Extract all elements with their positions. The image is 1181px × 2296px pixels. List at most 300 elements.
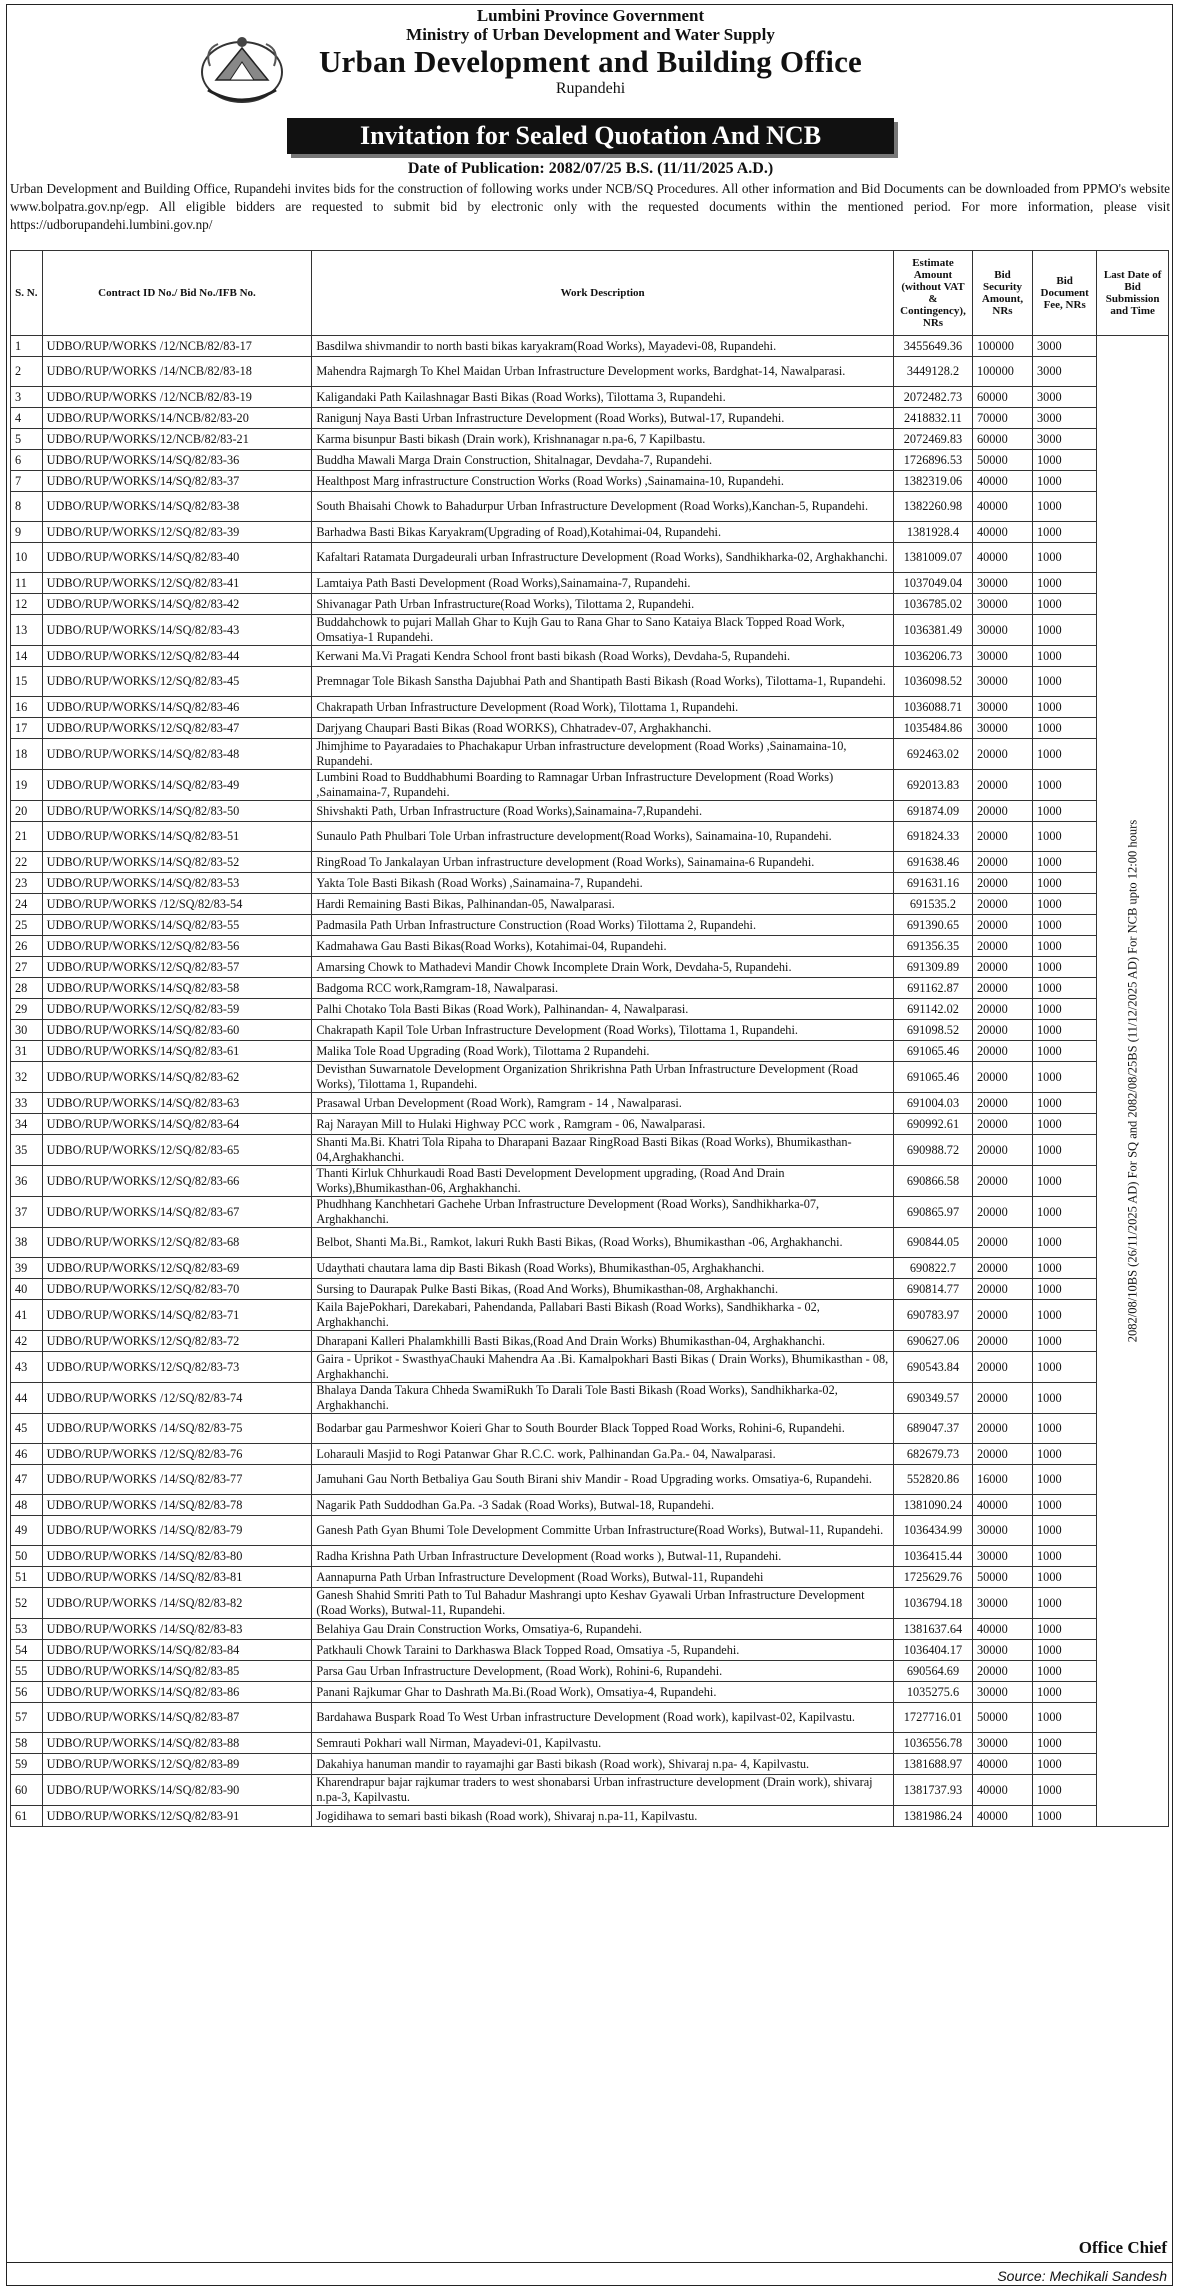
- row-work-description: Prasawal Urban Development (Road Work), Ramgram - 14 , Nawalparasi.: [312, 1093, 894, 1114]
- row-contract-id: UDBO/RUP/WORKS/14/SQ/82/83-64: [42, 1114, 312, 1135]
- row-sn: 47: [11, 1465, 43, 1495]
- table-row: [11, 357, 1169, 387]
- row-bid-security: 30000: [972, 1640, 1032, 1661]
- row-sn: 59: [11, 1754, 43, 1775]
- row-sn: 16: [11, 697, 43, 718]
- row-bid-security: 20000: [972, 957, 1032, 978]
- row-sn: 32: [11, 1062, 43, 1093]
- row-bid-security: 100000: [972, 357, 1032, 387]
- row-estimate: 1036088.71: [893, 697, 972, 718]
- row-work-description: Healthpost Marg infrastructure Construction Works (Road Works) ,Sainamaina-10, Rupandehi.: [312, 471, 894, 492]
- row-contract-id: UDBO/RUP/WORKS/14/SQ/82/83-58: [42, 978, 312, 999]
- row-bid-security: 20000: [972, 1279, 1032, 1300]
- row-work-description: Buddahchowk to pujari Mallah Ghar to Kujh Gau to Rana Ghar to Sano Kataiya Black Topped Road Work, Omsatiya-1 Rupandehi.: [312, 615, 894, 646]
- table-row: [11, 936, 1169, 957]
- row-document-fee: 1000: [1033, 894, 1097, 915]
- row-estimate: 2418832.11: [893, 408, 972, 429]
- row-work-description: Thanti Kirluk Chhurkaudi Road Basti Development Development upgrading, (Road And Drain Works),Bhumikasthan-06, Arghakhanchi.: [312, 1166, 894, 1197]
- table-row: [11, 667, 1169, 697]
- row-document-fee: 1000: [1033, 1546, 1097, 1567]
- row-estimate: 1381637.64: [893, 1619, 972, 1640]
- row-work-description: Sursing to Daurapak Pulke Basti Bikas, (Road And Works), Bhumikasthan-08, Arghakhanchi.: [312, 1279, 894, 1300]
- row-bid-security: 60000: [972, 387, 1032, 408]
- table-row: [11, 573, 1169, 594]
- row-sn: 44: [11, 1383, 43, 1414]
- table-row: [11, 615, 1169, 646]
- row-work-description: Badgoma RCC work,Ramgram-18, Nawalparasi.: [312, 978, 894, 999]
- row-bid-security: 20000: [972, 1114, 1032, 1135]
- row-document-fee: 1000: [1033, 873, 1097, 894]
- row-bid-security: 20000: [972, 1062, 1032, 1093]
- row-bid-security: 60000: [972, 429, 1032, 450]
- row-document-fee: 1000: [1033, 915, 1097, 936]
- row-estimate: 690543.84: [893, 1352, 972, 1383]
- row-bid-security: 30000: [972, 1516, 1032, 1546]
- row-work-description: Jhimjhime to Payaradaies to Phachakapur Urban infrastructure development (Road Works) ,Sainamaina-10, Rupandehi.: [312, 739, 894, 770]
- row-document-fee: 1000: [1033, 1775, 1097, 1806]
- row-document-fee: 1000: [1033, 1465, 1097, 1495]
- row-sn: 57: [11, 1703, 43, 1733]
- row-contract-id: UDBO/RUP/WORKS/14/SQ/82/83-43: [42, 615, 312, 646]
- table-header-row: [11, 251, 1169, 336]
- row-work-description: Ranigunj Naya Basti Urban Infrastructure Development (Road Works), Butwal-17, Rupandehi.: [312, 408, 894, 429]
- row-work-description: Dakahiya hanuman mandir to rayamajhi gar Basti bikash (Road work), Shivaraj n.pa- 4, Kapilvastu.: [312, 1754, 894, 1775]
- row-bid-security: 100000: [972, 336, 1032, 357]
- row-bid-security: 30000: [972, 573, 1032, 594]
- signatory: Office Chief: [1078, 2238, 1167, 2257]
- row-bid-security: 20000: [972, 1300, 1032, 1331]
- row-work-description: Buddha Mawali Marga Drain Construction, Shitalnagar, Devdaha-7, Rupandehi.: [312, 450, 894, 471]
- header-estimate: Estimate Amount (without VAT & Contingency), NRs: [893, 251, 972, 336]
- row-document-fee: 1000: [1033, 450, 1097, 471]
- row-work-description: Shivshakti Path, Urban Infrastructure (Road Works),Sainamaina-7,Rupandehi.: [312, 801, 894, 822]
- row-bid-security: 30000: [972, 1546, 1032, 1567]
- row-contract-id: UDBO/RUP/WORKS/14/SQ/82/83-48: [42, 739, 312, 770]
- row-document-fee: 1000: [1033, 522, 1097, 543]
- row-document-fee: 1000: [1033, 1682, 1097, 1703]
- row-estimate: 1727716.01: [893, 1703, 972, 1733]
- footer-divider: [6, 2262, 1173, 2263]
- header-sn: S. N.: [11, 251, 43, 336]
- row-document-fee: 1000: [1033, 1228, 1097, 1258]
- row-estimate: 691142.02: [893, 999, 972, 1020]
- row-estimate: 3455649.36: [893, 336, 972, 357]
- row-contract-id: UDBO/RUP/WORKS/14/SQ/82/83-50: [42, 801, 312, 822]
- last-date-text: 2082/08/10BS (26/11/2025 AD) For SQ and 2082/08/25BS (11/12/2025 AD) For NCB upto 12:00 hours: [1125, 819, 1140, 1343]
- row-document-fee: 1000: [1033, 1806, 1097, 1827]
- row-estimate: 1381009.07: [893, 543, 972, 573]
- row-sn: 61: [11, 1806, 43, 1827]
- row-estimate: 1036404.17: [893, 1640, 972, 1661]
- row-work-description: Lumbini Road to Buddhabhumi Boarding to Ramnagar Urban Infrastructure Development (Road Works) ,Sainamaina-7, Rupandehi.: [312, 770, 894, 801]
- row-document-fee: 1000: [1033, 1444, 1097, 1465]
- row-bid-security: 20000: [972, 1383, 1032, 1414]
- row-work-description: Premnagar Tole Bikash Sanstha Dajubhai Path and Shantipath Basti Bikash (Road Works), Tilottama-1, Rupandehi.: [312, 667, 894, 697]
- row-contract-id: UDBO/RUP/WORKS/14/SQ/82/83-42: [42, 594, 312, 615]
- row-document-fee: 1000: [1033, 1352, 1097, 1383]
- table-row: [11, 957, 1169, 978]
- row-contract-id: UDBO/RUP/WORKS /14/SQ/82/83-80: [42, 1546, 312, 1567]
- row-estimate: 690564.69: [893, 1661, 972, 1682]
- row-bid-security: 20000: [972, 1331, 1032, 1352]
- bid-table-wrapper: [10, 250, 1169, 1827]
- row-estimate: 690822.7: [893, 1258, 972, 1279]
- row-work-description: Karma bisunpur Basti bikash (Drain work), Krishnanagar n.pa-6, 7 Kapilbastu.: [312, 429, 894, 450]
- row-work-description: Barhadwa Basti Bikas Karyakram(Upgrading of Road),Kotahimai-04, Rupandehi.: [312, 522, 894, 543]
- row-sn: 11: [11, 573, 43, 594]
- row-bid-security: 40000: [972, 1806, 1032, 1827]
- row-work-description: Bhalaya Danda Takura Chheda SwamiRukh To Darali Tole Basti Bikash (Road Works), Sandhikharka-02, Arghakhanchi.: [312, 1383, 894, 1414]
- row-bid-security: 50000: [972, 1703, 1032, 1733]
- row-contract-id: UDBO/RUP/WORKS/14/SQ/82/83-85: [42, 1661, 312, 1682]
- row-contract-id: UDBO/RUP/WORKS/14/SQ/82/83-71: [42, 1300, 312, 1331]
- row-bid-security: 20000: [972, 1228, 1032, 1258]
- row-sn: 12: [11, 594, 43, 615]
- row-estimate: 1036794.18: [893, 1588, 972, 1619]
- row-contract-id: UDBO/RUP/WORKS/12/SQ/82/83-72: [42, 1331, 312, 1352]
- row-estimate: 690814.77: [893, 1279, 972, 1300]
- row-estimate: 691065.46: [893, 1041, 972, 1062]
- row-estimate: 1381737.93: [893, 1775, 972, 1806]
- header-last-date: Last Date of Bid Submission and Time: [1097, 251, 1169, 336]
- row-document-fee: 1000: [1033, 1640, 1097, 1661]
- row-work-description: Jamuhani Gau North Betbaliya Gau South Birani shiv Mandir - Road Upgrading works. Omsatiya-6, Rupandehi.: [312, 1465, 894, 1495]
- table-row: [11, 1640, 1169, 1661]
- row-estimate: 1036785.02: [893, 594, 972, 615]
- row-estimate: 691004.03: [893, 1093, 972, 1114]
- row-sn: 25: [11, 915, 43, 936]
- row-sn: 56: [11, 1682, 43, 1703]
- row-estimate: 3449128.2: [893, 357, 972, 387]
- row-work-description: Devisthan Suwarnatole Development Organization Shrikrishna Path Urban Infrastructure Development (Road Works), Tilottama 1, Rupandehi.: [312, 1062, 894, 1093]
- table-row: [11, 1619, 1169, 1640]
- table-row: [11, 1383, 1169, 1414]
- row-estimate: 690992.61: [893, 1114, 972, 1135]
- row-sn: 58: [11, 1733, 43, 1754]
- row-document-fee: 1000: [1033, 1093, 1097, 1114]
- table-row: [11, 718, 1169, 739]
- row-work-description: Udaythati chautara lama dip Basti Bikash (Road Works), Bhumikasthan-05, Arghakhanchi.: [312, 1258, 894, 1279]
- row-document-fee: 1000: [1033, 1567, 1097, 1588]
- table-row: [11, 387, 1169, 408]
- intro-paragraph: Urban Development and Building Office, Rupandehi invites bids for the construction of following works under NCB/SQ Procedures. All other information and Bid Documents can be downloaded from PPMO's website www.bolpatra.gov.np/egp. All eligible bidders are requested to submit bid by electronic only with the requested documents within the mentioned period. For more information, please visit https://udborupandehi.lumbini.gov.np/: [10, 181, 1170, 232]
- row-sn: 14: [11, 646, 43, 667]
- row-contract-id: UDBO/RUP/WORKS/14/SQ/82/83-84: [42, 1640, 312, 1661]
- row-document-fee: 1000: [1033, 1495, 1097, 1516]
- table-row: [11, 1682, 1169, 1703]
- row-sn: 10: [11, 543, 43, 573]
- row-contract-id: UDBO/RUP/WORKS/14/SQ/82/83-63: [42, 1093, 312, 1114]
- row-sn: 30: [11, 1020, 43, 1041]
- row-sn: 45: [11, 1414, 43, 1444]
- row-sn: 37: [11, 1197, 43, 1228]
- row-document-fee: 1000: [1033, 1114, 1097, 1135]
- row-document-fee: 1000: [1033, 1166, 1097, 1197]
- row-contract-id: UDBO/RUP/WORKS/14/SQ/82/83-90: [42, 1775, 312, 1806]
- row-sn: 8: [11, 492, 43, 522]
- row-bid-security: 20000: [972, 1197, 1032, 1228]
- row-sn: 46: [11, 1444, 43, 1465]
- row-estimate: 1726896.53: [893, 450, 972, 471]
- table-row: [11, 1733, 1169, 1754]
- table-row: [11, 1661, 1169, 1682]
- government-name: Lumbini Province Government: [476, 6, 705, 25]
- row-work-description: RingRoad To Jankalayan Urban infrastructure development (Road Works), Sainamaina-6 Rupandehi.: [312, 852, 894, 873]
- row-bid-security: 40000: [972, 543, 1032, 573]
- row-document-fee: 1000: [1033, 1062, 1097, 1093]
- table-row: [11, 1020, 1169, 1041]
- row-document-fee: 1000: [1033, 1733, 1097, 1754]
- row-contract-id: UDBO/RUP/WORKS /12/SQ/82/83-54: [42, 894, 312, 915]
- row-document-fee: 1000: [1033, 822, 1097, 852]
- row-sn: 43: [11, 1352, 43, 1383]
- row-contract-id: UDBO/RUP/WORKS/12/SQ/82/83-69: [42, 1258, 312, 1279]
- row-bid-security: 20000: [972, 770, 1032, 801]
- row-sn: 23: [11, 873, 43, 894]
- row-document-fee: 1000: [1033, 739, 1097, 770]
- row-contract-id: UDBO/RUP/WORKS/12/SQ/82/83-59: [42, 999, 312, 1020]
- table-row: [11, 1495, 1169, 1516]
- row-estimate: 691065.46: [893, 1062, 972, 1093]
- table-row: [11, 1331, 1169, 1352]
- row-document-fee: 1000: [1033, 543, 1097, 573]
- table-row: [11, 852, 1169, 873]
- row-bid-security: 40000: [972, 1775, 1032, 1806]
- row-contract-id: UDBO/RUP/WORKS/14/SQ/82/83-86: [42, 1682, 312, 1703]
- row-bid-security: 40000: [972, 522, 1032, 543]
- row-bid-security: 30000: [972, 697, 1032, 718]
- row-contract-id: UDBO/RUP/WORKS/12/SQ/82/83-39: [42, 522, 312, 543]
- row-estimate: 690783.97: [893, 1300, 972, 1331]
- row-document-fee: 1000: [1033, 957, 1097, 978]
- row-sn: 7: [11, 471, 43, 492]
- row-contract-id: UDBO/RUP/WORKS/12/SQ/82/83-70: [42, 1279, 312, 1300]
- row-work-description: Bardahawa Buspark Road To West Urban infrastructure Development (Road work), kapilvast-02, Kapilvastu.: [312, 1703, 894, 1733]
- table-row: [11, 801, 1169, 822]
- row-estimate: 1036381.49: [893, 615, 972, 646]
- row-work-description: Nagarik Path Suddodhan Ga.Pa. -3 Sadak (Road Works), Butwal-18, Rupandehi.: [312, 1495, 894, 1516]
- row-estimate: 691535.2: [893, 894, 972, 915]
- row-contract-id: UDBO/RUP/WORKS /12/NCB/82/83-19: [42, 387, 312, 408]
- row-sn: 27: [11, 957, 43, 978]
- publication-date: Date of Publication: 2082/07/25 B.S. (11/11/2025 A.D.): [407, 160, 774, 177]
- row-sn: 54: [11, 1640, 43, 1661]
- table-row: [11, 915, 1169, 936]
- table-row: [11, 522, 1169, 543]
- row-bid-security: 20000: [972, 999, 1032, 1020]
- row-contract-id: UDBO/RUP/WORKS/14/SQ/82/83-46: [42, 697, 312, 718]
- table-row: [11, 1546, 1169, 1567]
- row-work-description: Semrauti Pokhari wall Nirman, Mayadevi-01, Kapilvastu.: [312, 1733, 894, 1754]
- row-contract-id: UDBO/RUP/WORKS/12/SQ/82/83-91: [42, 1806, 312, 1827]
- row-sn: 13: [11, 615, 43, 646]
- row-document-fee: 1000: [1033, 646, 1097, 667]
- row-estimate: 1725629.76: [893, 1567, 972, 1588]
- row-bid-security: 30000: [972, 615, 1032, 646]
- table-row: [11, 1806, 1169, 1827]
- bid-table: [10, 250, 1169, 1827]
- row-bid-security: 20000: [972, 1258, 1032, 1279]
- table-row: [11, 1228, 1169, 1258]
- row-estimate: 552820.86: [893, 1465, 972, 1495]
- row-work-description: Chakrapath Kapil Tole Urban Infrastructure Development (Road Works), Tilottama 1, Rupandehi.: [312, 1020, 894, 1041]
- row-bid-security: 30000: [972, 646, 1032, 667]
- row-document-fee: 1000: [1033, 1414, 1097, 1444]
- table-row: [11, 450, 1169, 471]
- table-row: [11, 1352, 1169, 1383]
- row-estimate: 690866.58: [893, 1166, 972, 1197]
- row-contract-id: UDBO/RUP/WORKS/14/SQ/82/83-87: [42, 1703, 312, 1733]
- row-estimate: 1381688.97: [893, 1754, 972, 1775]
- row-sn: 50: [11, 1546, 43, 1567]
- row-contract-id: UDBO/RUP/WORKS/12/SQ/82/83-65: [42, 1135, 312, 1166]
- row-document-fee: 3000: [1033, 429, 1097, 450]
- row-contract-id: UDBO/RUP/WORKS/14/SQ/82/83-49: [42, 770, 312, 801]
- row-document-fee: 1000: [1033, 852, 1097, 873]
- row-work-description: Shivanagar Path Urban Infrastructure(Road Works), Tilottama 2, Rupandehi.: [312, 594, 894, 615]
- table-row: [11, 1166, 1169, 1197]
- row-work-description: Amarsing Chowk to Mathadevi Mandir Chowk Incomplete Drain Work, Devdaha-5, Rupandehi.: [312, 957, 894, 978]
- row-document-fee: 1000: [1033, 1661, 1097, 1682]
- row-work-description: Mahendra Rajmargh To Khel Maidan Urban Infrastructure Development works, Bardghat-14, Nawalparasi.: [312, 357, 894, 387]
- row-estimate: 1382319.06: [893, 471, 972, 492]
- row-sn: 29: [11, 999, 43, 1020]
- row-sn: 49: [11, 1516, 43, 1546]
- row-estimate: 691098.52: [893, 1020, 972, 1041]
- row-estimate: 691638.46: [893, 852, 972, 873]
- row-contract-id: UDBO/RUP/WORKS/14/SQ/82/83-37: [42, 471, 312, 492]
- row-sn: 18: [11, 739, 43, 770]
- row-document-fee: 1000: [1033, 1703, 1097, 1733]
- row-contract-id: UDBO/RUP/WORKS /12/NCB/82/83-17: [42, 336, 312, 357]
- row-sn: 39: [11, 1258, 43, 1279]
- row-bid-security: 20000: [972, 852, 1032, 873]
- row-work-description: Ganesh Path Gyan Bhumi Tole Development Committe Urban Infrastructure(Road Works), Butwal-11, Rupandehi.: [312, 1516, 894, 1546]
- row-bid-security: 50000: [972, 450, 1032, 471]
- table-row: [11, 1588, 1169, 1619]
- row-work-description: Loharauli Masjid to Rogi Patanwar Ghar R.C.C. work, Palhinandan Ga.Pa.- 04, Nawalparasi.: [312, 1444, 894, 1465]
- row-contract-id: UDBO/RUP/WORKS/12/SQ/82/83-45: [42, 667, 312, 697]
- row-sn: 51: [11, 1567, 43, 1588]
- row-bid-security: 20000: [972, 1661, 1032, 1682]
- row-document-fee: 1000: [1033, 1588, 1097, 1619]
- row-estimate: 691356.35: [893, 936, 972, 957]
- table-row: [11, 1465, 1169, 1495]
- row-work-description: South Bhaisahi Chowk to Bahadurpur Urban Infrastructure Development (Road Works),Kanchan-5, Rupandehi.: [312, 492, 894, 522]
- row-sn: 40: [11, 1279, 43, 1300]
- table-row: [11, 1703, 1169, 1733]
- row-sn: 4: [11, 408, 43, 429]
- row-contract-id: UDBO/RUP/WORKS/14/SQ/82/83-60: [42, 1020, 312, 1041]
- row-document-fee: 1000: [1033, 1754, 1097, 1775]
- row-estimate: 691874.09: [893, 801, 972, 822]
- row-work-description: Raj Narayan Mill to Hulaki Highway PCC work , Ramgram - 06, Nawalparasi.: [312, 1114, 894, 1135]
- row-document-fee: 1000: [1033, 1619, 1097, 1640]
- table-row: [11, 1135, 1169, 1166]
- table-row: [11, 739, 1169, 770]
- table-row: [11, 1567, 1169, 1588]
- row-bid-security: 30000: [972, 1682, 1032, 1703]
- row-sn: 48: [11, 1495, 43, 1516]
- row-bid-security: 20000: [972, 1020, 1032, 1041]
- row-work-description: Panani Rajkumar Ghar to Dashrath Ma.Bi.(Road Work), Omsatiya-4, Rupandehi.: [312, 1682, 894, 1703]
- last-date-cell: [1097, 336, 1169, 1827]
- table-row: [11, 492, 1169, 522]
- row-estimate: 691309.89: [893, 957, 972, 978]
- row-work-description: Sunaulo Path Phulbari Tole Urban infrastructure development(Road Works), Sainamaina-10, Rupandehi.: [312, 822, 894, 852]
- row-work-description: Phudhhang Kanchhetari Gachehe Urban Infrastructure Development (Road Works), Sandhikharka-07, Arghakhanchi.: [312, 1197, 894, 1228]
- row-bid-security: 20000: [972, 1166, 1032, 1197]
- row-contract-id: UDBO/RUP/WORKS/14/SQ/82/83-52: [42, 852, 312, 873]
- row-contract-id: UDBO/RUP/WORKS/14/SQ/82/83-61: [42, 1041, 312, 1062]
- row-document-fee: 1000: [1033, 1020, 1097, 1041]
- table-row: [11, 1093, 1169, 1114]
- row-contract-id: UDBO/RUP/WORKS/12/SQ/82/83-89: [42, 1754, 312, 1775]
- row-work-description: Gaira - Uprikot - SwasthyaChauki Mahendra Aa .Bi. Kamalpokhari Basti Bikas ( Drain Works), Bhumikasthan - 08, Arghakhanchi.: [312, 1352, 894, 1383]
- row-document-fee: 1000: [1033, 471, 1097, 492]
- row-sn: 28: [11, 978, 43, 999]
- row-sn: 42: [11, 1331, 43, 1352]
- row-sn: 2: [11, 357, 43, 387]
- row-work-description: Belbot, Shanti Ma.Bi., Ramkot, lakuri Rukh Basti Bikas, (Road Works), Bhumikasthan -06, Arghakhanchi.: [312, 1228, 894, 1258]
- header-contract-id: Contract ID No./ Bid No./IFB No.: [42, 251, 312, 336]
- row-bid-security: 30000: [972, 718, 1032, 739]
- row-estimate: 692013.83: [893, 770, 972, 801]
- row-estimate: 1035275.6: [893, 1682, 972, 1703]
- row-bid-security: 70000: [972, 408, 1032, 429]
- row-work-description: Aannapurna Path Urban Infrastructure Development (Road Works), Butwal-11, Rupandehi: [312, 1567, 894, 1588]
- table-row: [11, 1062, 1169, 1093]
- row-work-description: Kadmahawa Gau Basti Bikas(Road Works), Kotahimai-04, Rupandehi.: [312, 936, 894, 957]
- row-bid-security: 30000: [972, 667, 1032, 697]
- row-contract-id: UDBO/RUP/WORKS/12/SQ/82/83-57: [42, 957, 312, 978]
- row-bid-security: 20000: [972, 894, 1032, 915]
- row-document-fee: 1000: [1033, 936, 1097, 957]
- row-contract-id: UDBO/RUP/WORKS/14/SQ/82/83-88: [42, 1733, 312, 1754]
- row-sn: 21: [11, 822, 43, 852]
- row-estimate: 1381090.24: [893, 1495, 972, 1516]
- row-sn: 19: [11, 770, 43, 801]
- row-work-description: Bodarbar gau Parmeshwor Koieri Ghar to South Bourder Black Topped Road Works, Rohini-6, Rupandehi.: [312, 1414, 894, 1444]
- row-estimate: 1036415.44: [893, 1546, 972, 1567]
- table-row: [11, 894, 1169, 915]
- row-estimate: 690865.97: [893, 1197, 972, 1228]
- table-row: [11, 999, 1169, 1020]
- row-bid-security: 40000: [972, 492, 1032, 522]
- row-work-description: Dharapani Kalleri Phalamkhilli Basti Bikas,(Road And Drain Works) Bhumikasthan-04, Arghakhanchi.: [312, 1331, 894, 1352]
- row-sn: 1: [11, 336, 43, 357]
- row-sn: 36: [11, 1166, 43, 1197]
- row-document-fee: 1000: [1033, 999, 1097, 1020]
- row-sn: 60: [11, 1775, 43, 1806]
- row-contract-id: UDBO/RUP/WORKS /14/SQ/82/83-81: [42, 1567, 312, 1588]
- row-contract-id: UDBO/RUP/WORKS/12/SQ/82/83-73: [42, 1352, 312, 1383]
- row-work-description: Kerwani Ma.Vi Pragati Kendra School front basti bikash (Road Works), Devdaha-5, Rupandehi.: [312, 646, 894, 667]
- row-bid-security: 20000: [972, 801, 1032, 822]
- row-contract-id: UDBO/RUP/WORKS/12/SQ/82/83-66: [42, 1166, 312, 1197]
- row-estimate: 690349.57: [893, 1383, 972, 1414]
- row-sn: 22: [11, 852, 43, 873]
- row-document-fee: 1000: [1033, 1279, 1097, 1300]
- table-row: [11, 1516, 1169, 1546]
- row-work-description: Kafaltari Ratamata Durgadeurali urban Infrastructure Development (Road Works), Sandhikharka-02, Arghakhanchi.: [312, 543, 894, 573]
- row-work-description: Radha Krishna Path Urban Infrastructure Development (Road works ), Butwal-11, Rupandehi.: [312, 1546, 894, 1567]
- row-estimate: 1035484.86: [893, 718, 972, 739]
- row-sn: 53: [11, 1619, 43, 1640]
- row-sn: 38: [11, 1228, 43, 1258]
- row-work-description: Ganesh Shahid Smriti Path to Tul Bahadur Mashrangi upto Keshav Gyawali Urban Infrastructure Development (Road Works), Butwal-11, Rupandehi.: [312, 1588, 894, 1619]
- row-bid-security: 40000: [972, 1495, 1032, 1516]
